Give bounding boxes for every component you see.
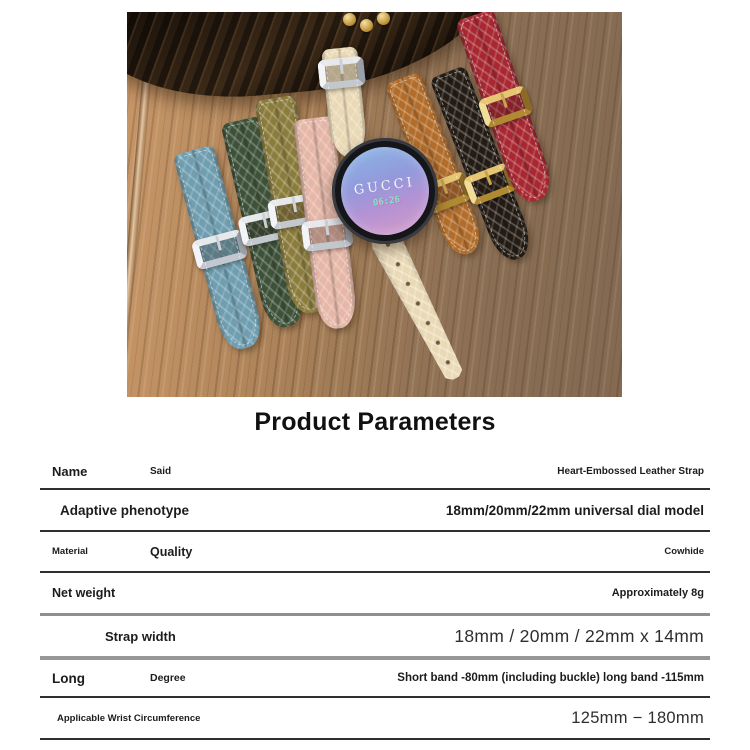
gold-chain-bead (377, 12, 390, 25)
param-row-material (40, 532, 710, 573)
param-value: 18mm/20mm/22mm universal dial model (445, 502, 704, 518)
param-sublabel: Quality (150, 544, 193, 559)
param-row-length (40, 660, 710, 698)
watch-face (335, 141, 434, 240)
parameters-table (40, 455, 710, 740)
watch-time: 06:26 (372, 195, 401, 209)
param-row-net-weight (40, 573, 710, 616)
param-label: Material (52, 546, 88, 557)
product-photo (127, 12, 622, 397)
param-sublabel: Degree (150, 672, 186, 684)
param-label: Adaptive phenotype (60, 502, 190, 518)
param-row-wrist-circumference (40, 698, 710, 740)
param-sublabel: Said (150, 466, 172, 477)
buckle-silver (317, 56, 366, 91)
buckle-gold (477, 84, 534, 129)
param-label: Long (52, 670, 85, 686)
param-label: Strap width (105, 628, 176, 644)
param-value: Cowhide (664, 546, 704, 557)
param-label: Net weight (52, 586, 116, 600)
param-label: Name (52, 464, 88, 479)
param-row-strap-width (40, 616, 710, 660)
param-value: 18mm / 20mm / 22mm x 14mm (454, 625, 704, 646)
section-title: Product Parameters (254, 408, 496, 436)
gold-chain-bead (360, 19, 373, 32)
param-value: Heart-Embossed Leather Strap (557, 466, 704, 477)
param-value: 125mm − 180mm (571, 708, 704, 727)
param-row-adaptive-phenotype (40, 490, 710, 532)
watch-brand-logo: GUCCI (352, 174, 416, 199)
param-value: Approximately 8g (611, 587, 704, 599)
smartwatch (332, 138, 438, 244)
param-row-name (40, 455, 710, 490)
param-value: Short band -80mm (including buckle) long band -115mm (397, 672, 704, 684)
gold-chain-bead (343, 13, 356, 26)
param-label: Applicable Wrist Circumference (57, 712, 201, 724)
